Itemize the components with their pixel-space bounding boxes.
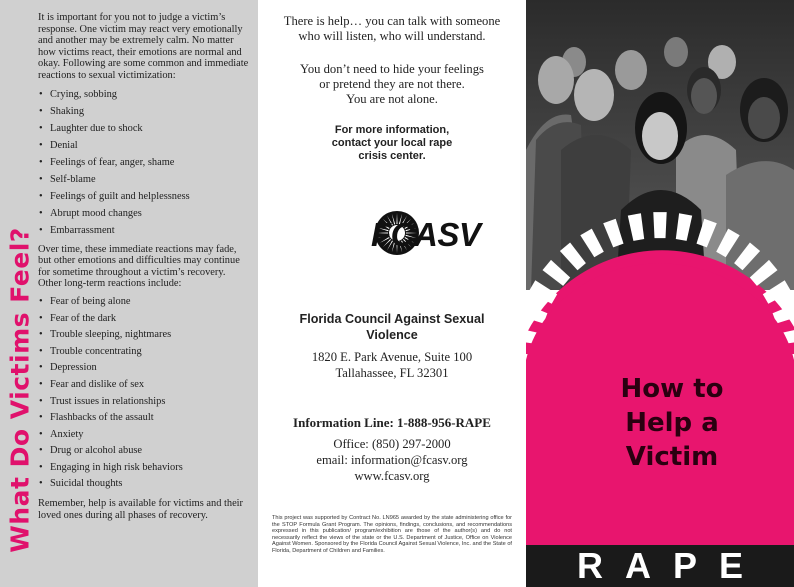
help-text-1: There is help… you can talk with someone who will listen, who will understand. xyxy=(283,14,501,43)
cover-title-line-1: How to xyxy=(620,374,724,404)
left-panel xyxy=(0,0,258,587)
longterm-reaction-item: • Drug or alcohol abuse xyxy=(38,443,250,460)
cover-panel xyxy=(526,0,794,587)
immediate-reaction-item: • Denial xyxy=(38,137,250,154)
middle-paragraph: Over time, these immediate reactions may fade, but other emotions and difficulties may continue for sometime throughout a victim’s recovery. Other long-term reactions include: xyxy=(38,243,240,290)
address-line-2: Tallahassee, FL 32301 xyxy=(335,366,449,380)
immediate-reaction-item: • Abrupt mood changes xyxy=(38,205,250,222)
sunburst-ray xyxy=(750,260,778,286)
vertical-title-text: What Do Victims Feel? xyxy=(5,227,35,553)
immediate-reaction-item: • Self-blame xyxy=(38,171,250,188)
cover-title-line-3: Victim xyxy=(625,442,719,472)
longterm-reaction-item: • Anxiety xyxy=(38,427,250,444)
left-text xyxy=(38,12,250,521)
immediate-reaction-item: • Shaking xyxy=(38,103,250,120)
more-info-text: For more information, contact your local rape crisis center. xyxy=(331,124,453,162)
website-text: www.fcasv.org xyxy=(354,469,430,483)
middle-panel xyxy=(258,0,526,587)
immediate-reaction-item: • Embarrassment xyxy=(38,222,250,239)
longterm-reaction-item: • Fear of the dark xyxy=(38,311,250,328)
immediate-reaction-item: • Feelings of guilt and helplessness xyxy=(38,188,250,205)
sunburst-ray xyxy=(543,260,571,286)
cover-title xyxy=(582,372,762,474)
sunburst-ray xyxy=(734,243,760,271)
vertical-title xyxy=(0,0,40,587)
longterm-reaction-item: • Depression xyxy=(38,360,250,377)
rape-ribbon-text: RAPE xyxy=(576,545,766,586)
immediate-reaction-item: • Feelings of fear, anger, shame xyxy=(38,154,250,171)
longterm-reaction-item: • Trust issues in relationships xyxy=(38,394,250,411)
longterm-reaction-item: • Trouble concentrating xyxy=(38,344,250,361)
closing-paragraph: Remember, help is available for victims and their loved ones during all phases of recovery. xyxy=(38,498,244,521)
immediate-reaction-item: • Crying, sobbing xyxy=(38,86,250,103)
longterm-reaction-item: • Flashbacks of the assault xyxy=(38,410,250,427)
email-text: email: information@fcasv.org xyxy=(316,453,468,467)
sunburst-ray xyxy=(763,280,792,304)
cover-title-line-2: Help a xyxy=(625,408,719,438)
longterm-reaction-item: • Suicidal thoughts xyxy=(38,476,250,493)
logo-text: FCASV xyxy=(371,216,481,253)
sunburst-ray xyxy=(603,219,623,248)
sunburst-ray xyxy=(560,243,586,271)
sunburst-ray xyxy=(676,213,692,241)
longterm-reaction-item: • Engaging in high risk behaviors xyxy=(38,460,250,477)
address-line-1: 1820 E. Park Avenue, Suite 100 xyxy=(311,350,473,364)
information-line: Information Line: 1-888-956-RAPE xyxy=(293,415,491,430)
sunburst-ray xyxy=(653,212,666,238)
sunburst-ray xyxy=(628,213,644,241)
sunburst-ray xyxy=(716,229,740,258)
fcasv-logo xyxy=(313,208,483,258)
longterm-reaction-item: • Trouble sleeping, nightmares xyxy=(38,327,250,344)
longterm-reaction-item: • Fear and dislike of sex xyxy=(38,377,250,394)
fine-print: This project was supported by Contract No. LN965 awarded by the state administering office for the STOP Formula Grant Program. The opinions, findings, conclusions, and recommendations expressed in this publication/ program/exhibition are those of the author(s) and do not necessarily reflect the views of the state or the U.S. Department of Justice, Office on Violence Against Women. Sponsored by the Florida Council Against Sexual Violence, Inc. and the State of Florida, Department of Children and Families. xyxy=(272,515,512,554)
longterm-reactions-list xyxy=(38,294,250,493)
immediate-reactions-list xyxy=(38,86,250,239)
org-name: Florida Council Against Sexual Violence xyxy=(299,312,485,342)
immediate-reaction-item: • Laughter due to shock xyxy=(38,120,250,137)
sunburst-ray xyxy=(580,229,604,258)
help-text-2: You don’t need to hide your feelings or pretend they are not there. xyxy=(300,62,484,91)
intro-paragraph: It is important for you not to judge a victim’s response. One victim may react very emotionally and another may be extremely calm. No matter how victims react, their emotions are normal and okay. Following are some common and immediate reactions to sexual victimization: xyxy=(38,12,249,81)
sunburst-ray xyxy=(697,219,717,248)
help-text-3: You are not alone. xyxy=(346,92,438,106)
sunburst-ray xyxy=(529,280,558,304)
office-phone: Office: (850) 297-2000 xyxy=(333,437,451,451)
longterm-reaction-item: • Fear of being alone xyxy=(38,294,250,311)
